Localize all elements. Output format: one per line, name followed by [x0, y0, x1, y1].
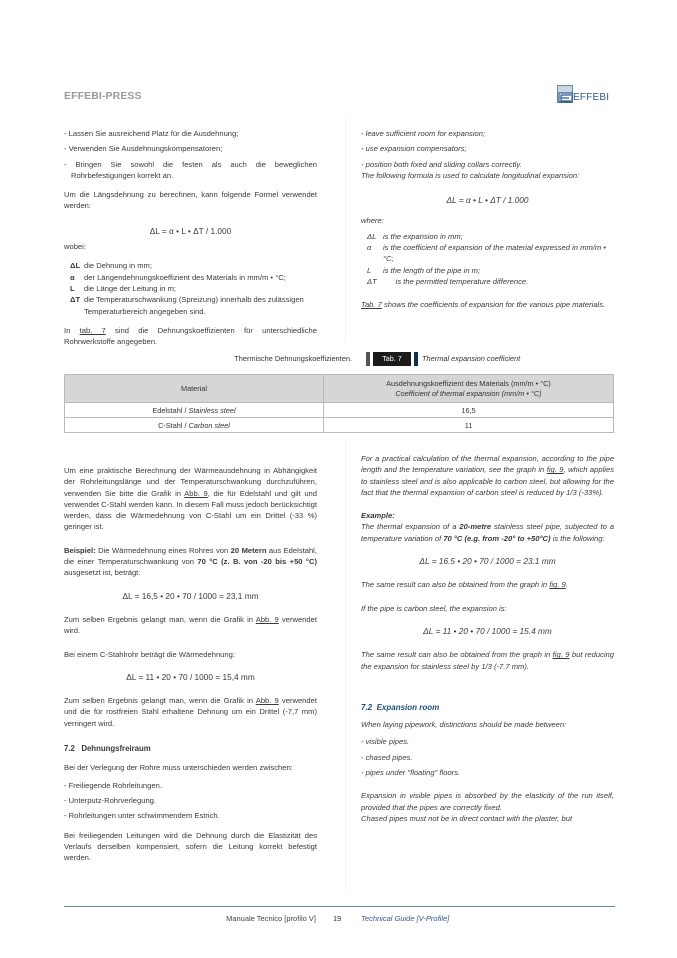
- table-row: [65, 403, 614, 418]
- header-coefficient-en: Coefficient of thermal expansion (mm/m • °C): [395, 388, 542, 398]
- emphasis: 70 °C (z. B. von -20 bis +50 °C): [197, 557, 317, 567]
- text: verwendet wird.: [64, 614, 317, 636]
- same-result-paragraph: [64, 614, 317, 637]
- header-material: Material: [65, 375, 324, 403]
- table-row: [65, 418, 614, 433]
- formula-intro: Um die Längsdehnung zu berechnen, kann folgende Formel verwendet werden:: [64, 190, 317, 211]
- footer-title-de: Manuale Tecnico [profilo V]: [226, 914, 316, 923]
- text: The thermal expansion of a: [361, 522, 457, 532]
- definition-text: die Temperaturschwankung (Spreizung) innerhalb des zulässigen Temperaturbereich angegeben sind.: [84, 295, 304, 316]
- definition-item: [367, 265, 614, 276]
- header-coefficient: [324, 375, 614, 403]
- text: The same result can also be obtained from the graph in: [361, 580, 548, 590]
- material-en: Stainless steel: [188, 405, 236, 415]
- definition-text: is the expansion in mm;: [383, 231, 463, 241]
- definition-text: der Längendehnungskoeffizient des Materials in mm/m • °C;: [84, 272, 286, 282]
- table-header-row: [65, 375, 614, 403]
- text: In: [64, 325, 71, 335]
- carbon-intro: If the pipe is carbon steel, the expansion is:: [361, 603, 507, 613]
- text: ausgesetzt ist, beträgt:: [64, 568, 141, 578]
- bullet-item: - Rohrleitungen unter schwimmendem Estrich.: [64, 811, 220, 821]
- formula-carbon: ΔL = 11 • 20 • 70 / 1000 = 15.4 mm: [423, 625, 552, 636]
- table-reference: [361, 299, 614, 310]
- symbol: α: [367, 243, 372, 253]
- bullet-item: - visible pipes.: [361, 737, 410, 747]
- wobei-label: wobei:: [64, 242, 86, 252]
- german-intro-column: [64, 128, 317, 347]
- practical-paragraph: [64, 465, 317, 533]
- definition-item: [70, 294, 317, 317]
- text: verwendet und die für rostfreien Stahl erhaltene Dehnung um ein Drittel (-7,7 mm) verringert wird.: [64, 696, 317, 728]
- fig-9-link[interactable]: fig. 9: [549, 580, 566, 590]
- text: The same result can also be obtained from the graph in: [361, 650, 551, 660]
- effebi-logo: [557, 83, 609, 103]
- symbol: ΔT: [70, 295, 81, 305]
- section-intro: Bei der Verlegung der Rohre muss unterschieden werden zwischen:: [64, 763, 293, 773]
- text: , die für Edelstahl und gilt und verwendet C-Stahl werden kann. In diesem Fall muss jedoch berücksichtigt werden, dass die Wärmedehnung von C-Stahl um ein Drittel (-33 %) geringer ist.: [64, 488, 317, 532]
- bullet-item: - position both fixed and sliding collars correctly.: [361, 159, 522, 169]
- bullet-item: - Unterputz-Rohrverlegung.: [64, 795, 157, 805]
- bullet-item: - leave sufficient room for expansion;: [361, 129, 486, 138]
- definition-text: die Dehnung in mm;: [84, 261, 152, 271]
- fig-9-link[interactable]: fig. 9: [552, 650, 570, 660]
- formula: ΔL = α • L • ΔT / 1.000: [446, 195, 529, 206]
- text: stainless steel pipe, subjected to a temperature variation of: [361, 522, 614, 543]
- example-paragraph: [361, 521, 614, 544]
- bullet-item: - use expansion compensators;: [361, 144, 467, 154]
- formula-carbon: ΔL = 11 • 20 • 70 / 1000 = 15,4 mm: [126, 671, 255, 682]
- material-de: C-Stahl: [158, 420, 183, 430]
- text: For a practical calculation of the thermal expansion, according to the pipe length and the temperature variation, see the graph in: [361, 454, 614, 475]
- material-de: Edelstahl: [152, 405, 183, 415]
- definitions-list: [70, 260, 317, 316]
- definition-text: is the length of the pipe in m;: [383, 265, 481, 275]
- english-intro-column: [361, 128, 614, 311]
- section-paragraph: Expansion in visible pipes is absorbed by the elasticity of the run itself, provided that the pipes are correctly fixed.: [361, 791, 614, 812]
- tab-7-link[interactable]: Tab. 7: [361, 300, 382, 310]
- definition-item: [70, 283, 317, 294]
- header-coefficient-de: Ausdehnungskoeffizient des Materials (mm/m • °C): [386, 378, 551, 388]
- definition-item: [70, 272, 317, 283]
- where-label: where:: [361, 216, 384, 226]
- bullet-item: - pipes under "floating" floors.: [361, 768, 461, 778]
- abb-9-link[interactable]: Abb. 9: [255, 614, 279, 624]
- section-heading: 7.2 Expansion room: [361, 702, 440, 712]
- footer-rule: [64, 906, 615, 907]
- text: , which applies to stainless steel and is also applicable to carbon steel, but allowing for the fact that the thermal expansion of carbon steel is reduced by 1/3 (-33%).: [361, 465, 614, 497]
- caption-marker-grey: [366, 352, 370, 366]
- table-caption: [64, 352, 615, 366]
- formula-intro: The following formula is used to calculate longitudinal expansion:: [361, 170, 580, 180]
- section-paragraph: Bei freiliegenden Leitungen wird die Dehnung durch die Elastizität des Verlaufs derselben kompensiert, sofern die Leitung korrekt befestigt werden.: [64, 830, 317, 863]
- example-paragraph: [64, 545, 317, 579]
- caption-german: Thermische Dehnungskoeffizienten.: [234, 354, 352, 363]
- header-brand: EFFEBI-PRESS: [64, 90, 142, 102]
- carbon-intro: Bei einem C-Stahlrohr beträgt die Wärmedehnung:: [64, 649, 235, 659]
- bullet-item: - Bringen Sie sowohl die festen als auch die beweglichen Rohrbefestigungen korrekt an.: [64, 159, 317, 180]
- definition-item: [367, 242, 614, 265]
- example-label: Example:: [361, 511, 395, 521]
- coefficient-value: 16,5: [324, 403, 614, 418]
- bullet-item: - Freiliegende Rohrleitungen.: [64, 780, 162, 790]
- coefficient-value: 11: [324, 418, 614, 433]
- text: shows the coefficients of expansion for the various pipe materials.: [383, 300, 606, 310]
- text: Zum selben Ergebnis gelangt man, wenn die Grafik in: [64, 696, 254, 706]
- abb-9-link[interactable]: Abb. 9: [255, 696, 279, 706]
- expansion-coefficient-table: [64, 374, 614, 433]
- effebi-logo-icon: [557, 85, 573, 103]
- bullet-item: - Verwenden Sie Ausdehnungskompensatoren;: [64, 144, 223, 154]
- separator: /: [182, 405, 189, 415]
- page-number: 19: [333, 914, 342, 923]
- formula: ΔL = α • L • ΔT / 1.000: [149, 225, 232, 236]
- footer-title-en: Technical Guide [V-Profile]: [361, 914, 450, 923]
- definition-item: [367, 231, 614, 242]
- caption-english: Thermal expansion coefficient: [422, 354, 521, 363]
- section-paragraph: Chased pipes must not be in direct contact with the plaster, but: [361, 813, 573, 823]
- caption-marker-blue: [414, 352, 418, 366]
- section-intro: When laying pipework, distinctions should be made between:: [361, 720, 567, 730]
- symbol: ΔT: [367, 276, 377, 286]
- bullet-item: - Lassen Sie ausreichend Platz für die Ausdehnung;: [64, 129, 239, 138]
- separator: /: [182, 420, 189, 430]
- fig-9-link[interactable]: fig. 9: [546, 465, 564, 475]
- text: Die Wärmedehnung eines Rohres von: [98, 545, 229, 555]
- text: is the following:: [552, 533, 605, 543]
- symbol: ΔL: [367, 231, 377, 241]
- definitions-list: [367, 231, 614, 287]
- symbol: ΔL: [70, 261, 81, 271]
- tab-7-link[interactable]: tab. 7: [79, 325, 106, 335]
- same-result-paragraph: [64, 695, 317, 729]
- german-main-column: [64, 465, 317, 863]
- emphasis: 20 Metern: [230, 545, 267, 555]
- definition-text: is the coefficient of expansion of the material expressed in mm/m • °C;: [383, 243, 606, 264]
- symbol: L: [367, 265, 372, 275]
- text: Zum selben Ergebnis gelangt man, wenn die Grafik in: [64, 614, 254, 624]
- practical-paragraph: [361, 453, 614, 498]
- formula-stainless: ΔL = 16.5 • 20 • 70 / 1000 = 23.1 mm: [419, 556, 556, 567]
- column-divider: [345, 118, 346, 343]
- definition-item: [367, 276, 614, 287]
- material-cell: [65, 403, 324, 418]
- same-result-paragraph: [361, 649, 614, 672]
- bullet-item: - chased pipes.: [361, 752, 413, 762]
- text: but reducing the expansion for stainless steel by 1/3 (-7.7 mm).: [361, 650, 614, 671]
- definition-text: die Länge der Leitung in m;: [84, 283, 177, 293]
- abb-9-link[interactable]: Abb. 9: [184, 488, 208, 498]
- definition-text: is the permitted temperature difference.: [383, 276, 529, 286]
- definition-item: [70, 260, 317, 271]
- symbol: α: [70, 272, 75, 282]
- logo-text: EFFEBI: [573, 92, 610, 103]
- same-result-paragraph: [361, 579, 614, 590]
- section-heading: 7.2 Dehnungsfreiraum: [64, 744, 151, 754]
- material-en: Carbon steel: [188, 420, 230, 430]
- english-main-column: [361, 453, 614, 824]
- text: aus Edelstahl, die einer Temperaturschwankung von: [64, 545, 317, 567]
- caption-tab-label: Tab. 7: [373, 352, 411, 366]
- formula-stainless: ΔL = 16,5 • 20 • 70 / 1000 = 23,1 mm: [122, 590, 259, 601]
- example-label: Beispiel:: [64, 545, 96, 555]
- emphasis: 70 °C (e.g. from -20° to +50°C): [443, 533, 551, 543]
- symbol: L: [70, 283, 75, 293]
- text: sind die Dehnungskoeffizienten für unterschiedliche Rohrwerkstoffe angegeben.: [64, 325, 317, 347]
- table-reference: [64, 325, 317, 348]
- text: Um eine praktische Berechnung der Wärmeausdehnung in Abhängigkeit der Rohrleitungslänge und der Temperaturschwankung durchzuführen, verwenden Sie bitte die Grafik in: [64, 466, 317, 498]
- material-cell: [65, 418, 324, 433]
- text: .: [565, 580, 568, 590]
- emphasis: 20-metre: [459, 522, 492, 532]
- column-divider: [345, 440, 346, 890]
